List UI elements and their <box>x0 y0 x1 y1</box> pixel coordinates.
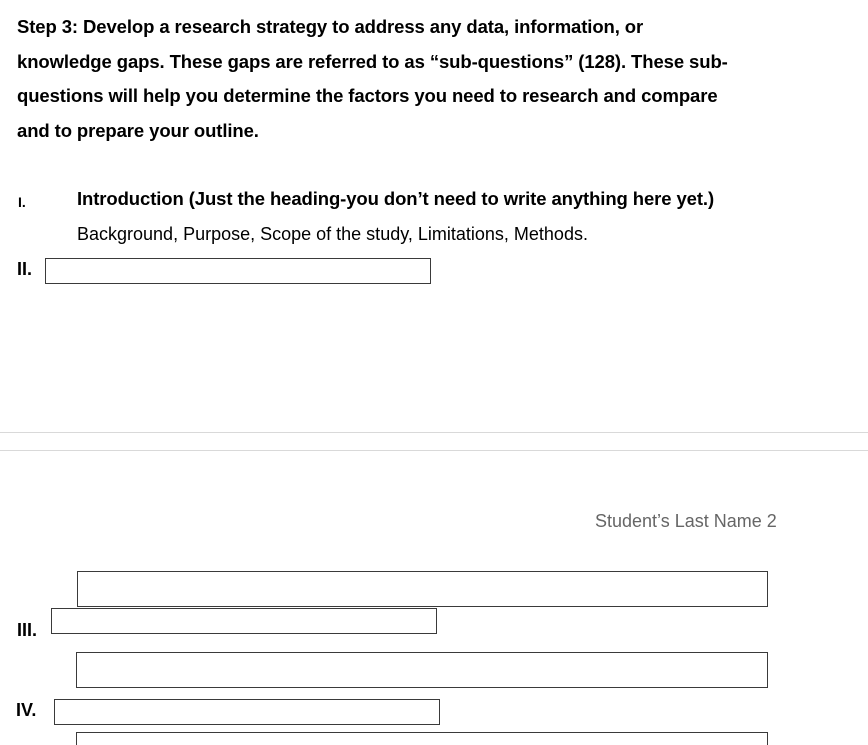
instructions-paragraph <box>17 10 817 148</box>
outline-numeral-4: IV. <box>16 700 37 720</box>
outline-numeral-3: III. <box>17 620 38 640</box>
instructions-line: and to prepare your outline. <box>17 119 259 141</box>
running-head: Student’s Last Name 2 <box>595 511 777 531</box>
page-gap <box>0 433 868 450</box>
section-4-heading-field[interactable] <box>54 699 440 725</box>
introduction-heading: Introduction (Just the heading-you don’t need to write anything here yet.) <box>77 188 715 209</box>
section-3-heading-field[interactable] <box>51 608 437 634</box>
page-break-bottom-line <box>0 450 868 451</box>
outline-numeral-2: II. <box>17 259 33 279</box>
introduction-subtext: Background, Purpose, Scope of the study, Limitations, Methods. <box>77 224 588 244</box>
instructions-line: questions will help you determine the factors you need to research and compare <box>17 85 718 106</box>
instructions-line: Step 3: Develop a research strategy to address any data, information, or <box>17 16 644 37</box>
instructions-line: knowledge gaps. These gaps are referred to as “sub-questions” (128). These sub- <box>17 50 728 72</box>
section-3-content-field[interactable] <box>76 652 768 688</box>
section-4-content-field[interactable] <box>76 732 768 745</box>
section-2-content-field[interactable] <box>77 571 768 607</box>
outline-numeral-1: I. <box>18 194 26 210</box>
section-2-heading-field[interactable] <box>45 258 431 284</box>
